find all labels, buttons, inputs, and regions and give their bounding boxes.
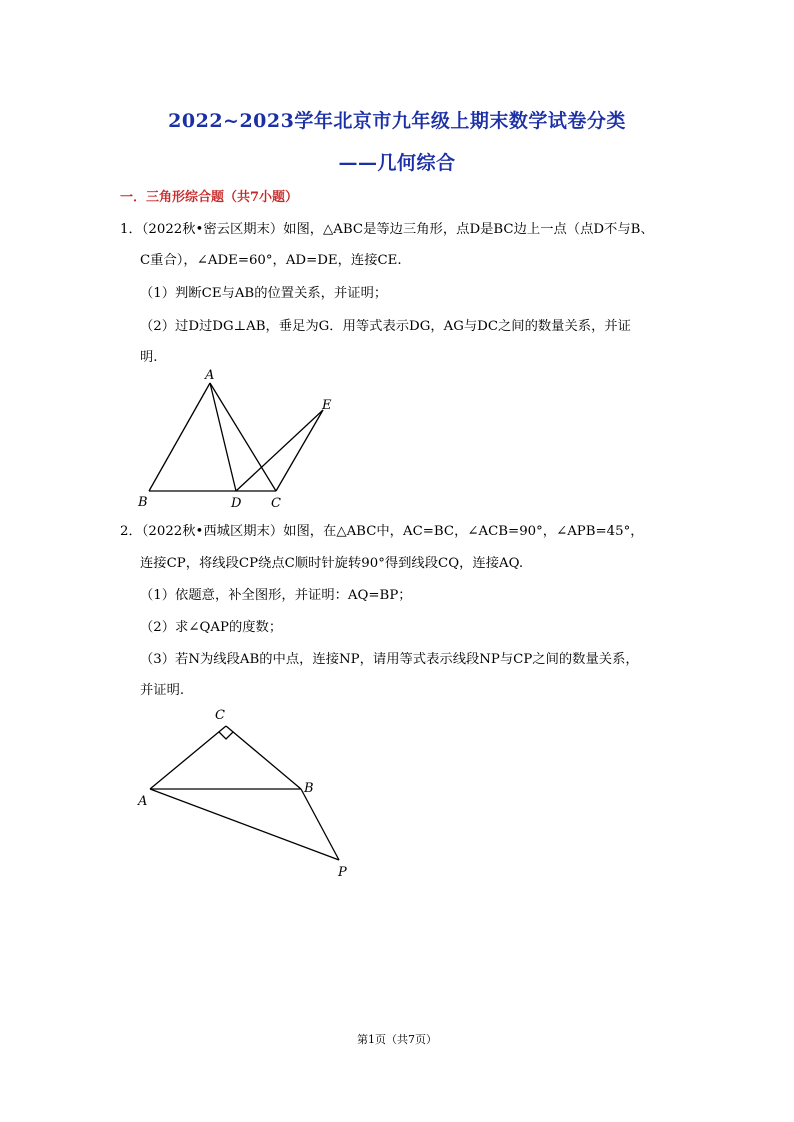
label-a-2: A <box>138 794 148 809</box>
problem2-part3-line1: （3）若N为线段AB的中点，连接NP，请用等式表示线段NP与CP之间的数量关系， <box>140 652 639 667</box>
problem1-line1: 1．（2022秋•密云区期末）如图，△ABC是等边三角形，点D是BC边上一点（点D不与B、 <box>120 222 654 237</box>
segment-ap-2 <box>150 789 339 860</box>
label-b: B <box>138 495 148 510</box>
label-b-2: B <box>304 781 314 796</box>
problem2-part3-line2: 并证明. <box>140 683 185 698</box>
label-c: C <box>271 496 281 511</box>
problem1-line2: C重合），∠ADE=60°，AD=DE，连接CE. <box>140 253 402 268</box>
label-a: A <box>205 368 215 383</box>
segment-ac-2 <box>150 726 226 789</box>
label-c-2: C <box>215 708 225 723</box>
problem2-line1: 2．（2022秋•西城区期末）如图，在△ABC中，AC=BC，∠ACB=90°，∠APB=45°， <box>120 524 644 539</box>
problem1-part1: （1）判断CE与AB的位置关系，并证明； <box>140 286 388 301</box>
document-subtitle: ——几何综合 <box>338 152 456 174</box>
page-footer: 第1页（共7页） <box>357 1033 437 1046</box>
problem1-part2-line1: （2）过D过DG⊥AB，垂足为G．用等式表示DG，AG与DC之间的数量关系，并证 <box>140 319 631 334</box>
problem2-line2: 连接CP，将线段CP绕点C顺时针旋转90°得到线段CQ，连接AQ. <box>140 556 524 571</box>
problem2-part1: （1）依题意，补全图形，并证明：AQ=BP； <box>140 588 412 603</box>
segment-cb-2 <box>226 726 301 789</box>
label-e: E <box>322 398 332 413</box>
right-angle-mark <box>219 732 233 739</box>
problem1-part2-line2: 明. <box>140 350 158 365</box>
label-d: D <box>231 496 242 511</box>
document-title: 2022~2023学年北京市九年级上期末数学试卷分类 <box>168 110 626 132</box>
segment-bp-2 <box>301 789 339 860</box>
problem2-part2: （2）求∠QAP的度数； <box>140 620 283 635</box>
label-p-2: P <box>338 865 347 880</box>
section-heading: 一．三角形综合题（共7小题） <box>120 190 299 205</box>
